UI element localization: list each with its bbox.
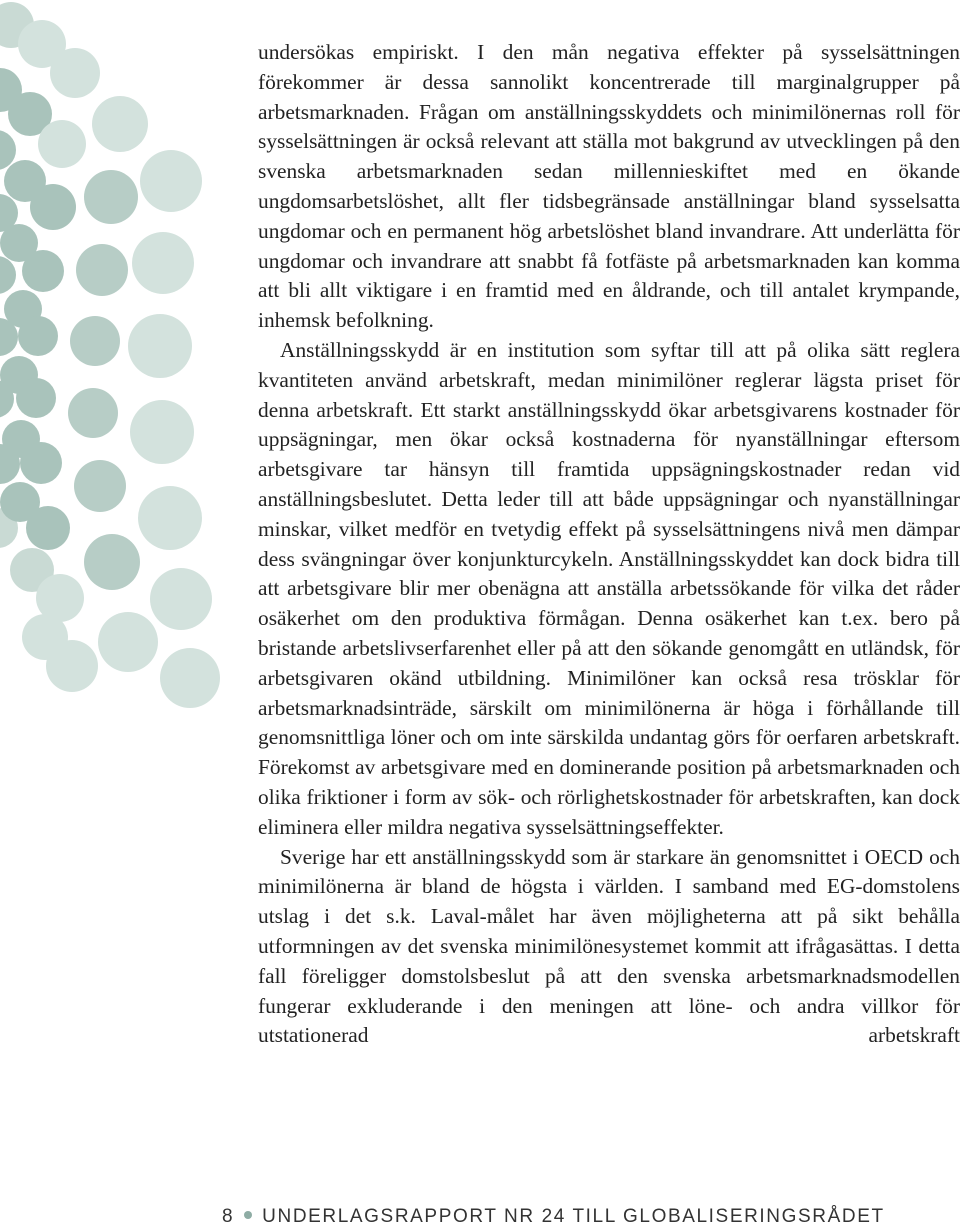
page-footer <box>222 1206 885 1228</box>
decorative-dot <box>22 250 64 292</box>
decorative-dot <box>46 640 98 692</box>
decorative-dot <box>16 378 56 418</box>
decorative-dot <box>92 96 148 152</box>
decorative-dot <box>36 574 84 622</box>
decorative-dot <box>84 170 138 224</box>
decorative-dot <box>140 150 202 212</box>
decorative-dot <box>18 316 58 356</box>
page-number: 8 <box>222 1206 235 1227</box>
decorative-dot <box>128 314 192 378</box>
decorative-dot <box>30 184 76 230</box>
decorative-dot <box>26 506 70 550</box>
decorative-dot <box>76 244 128 296</box>
decorative-dot <box>0 256 16 294</box>
decorative-dot <box>70 316 120 366</box>
report-title: UNDERLAGSRAPPORT NR 24 TILL GLOBALISERINGSRÅDET <box>262 1206 885 1227</box>
bullet-icon <box>244 1211 252 1219</box>
decorative-dot <box>150 568 212 630</box>
paragraph-3: Sverige har ett anställningsskydd som är starkare än genomsnittet i OECD och minimilönerna är bland de högsta i världen. I samband med EG-domstolens utslag i det s.k. Laval-målet har även möjligheterna att på sikt behålla utformningen av det svenska minimilönesystemet kommit att ifrågasättas. I detta fall föreligger domstolsbeslut på att den svenska arbetsmarknadsmodellen fungerar exkluderande i den meningen att löne- och andra villkor för utstationerad arbetskraft <box>258 844 960 1048</box>
decorative-dot <box>84 534 140 590</box>
decorative-dot-pattern <box>0 0 260 760</box>
decorative-dot <box>160 648 220 708</box>
decorative-dot <box>68 388 118 438</box>
decorative-dot <box>132 232 194 294</box>
paragraph-2: Anställningsskydd är en institution som syftar till att på olika sätt reglera kvantiteten använd arbetskraft, medan minimilöner reglerar lägsta priset för denna arbetskraft. Ett starkt anställningsskydd ökar arbetsgivarens kostnader för uppsägningar, men ökar också kostnaderna för nyanställningar eftersom arbetsgivare tar hänsyn till framtida uppsägningskostnader redan vid anställningsbeslutet. Detta leder till att både uppsägningar och nyanställningar minskar, vilket medför en tvetydig effekt på sysselsättningens nivå men dämpar dess svängningar över konjunkturcykeln. Anställningsskyddet kan dock bidra till att arbetsgivare blir mer obenägna att anställa arbetssökande för vilka det råder osäkerhet om den produktiva förmågan. Denna osäkerhet kan t.ex. bero på bristande arbetslivserfarenhet eller på att den sökande genomgått en utländsk, för arbetsgivaren okänd utbildning. Minimilöner kan också resa trösklar för arbetsmarknadsinträde, särskilt om minimilönerna är höga i förhållande till genomsnittliga löner och om inte särskilda undantag görs för oerfaren arbetskraft. Förekomst av arbetsgivare med en dominerande position på arbetsmarknaden och olika friktioner i form av sök- och rörlighetskostnader för arbetskraften, kan dock eliminera eller mildra negativa sysselsättningseffekter. <box>258 337 960 839</box>
decorative-dot <box>20 442 62 484</box>
decorative-dot <box>50 48 100 98</box>
body-text <box>258 38 960 1051</box>
decorative-dot <box>38 120 86 168</box>
decorative-dot <box>138 486 202 550</box>
decorative-dot <box>98 612 158 672</box>
decorative-dot <box>74 460 126 512</box>
decorative-dot <box>130 400 194 464</box>
paragraph-1: undersökas empiriskt. I den mån negativa effekter på sysselsättningen förekommer är dessa sannolikt koncentrerade till marginalgrupper på arbetsmarknaden. Frågan om anställningsskyddets och minimilönernas roll för sysselsättningen är också relevant att ställa mot bakgrund av utvecklingen på den svenska arbetsmarknaden sedan millennieskiftet med en ökande ungdomsarbetslöshet, allt fler tidsbegränsade anställningar bland sysselsatta ungdomar och en permanent hög arbetslöshet bland invandrare. Att underlätta för ungdomar och invandrare att snabbt få fotfäste på arbetsmarknaden kan komma att bli allt viktigare i en framtid med en åldrande, och till antalet krympande, inhemsk befolkning. <box>258 40 960 333</box>
